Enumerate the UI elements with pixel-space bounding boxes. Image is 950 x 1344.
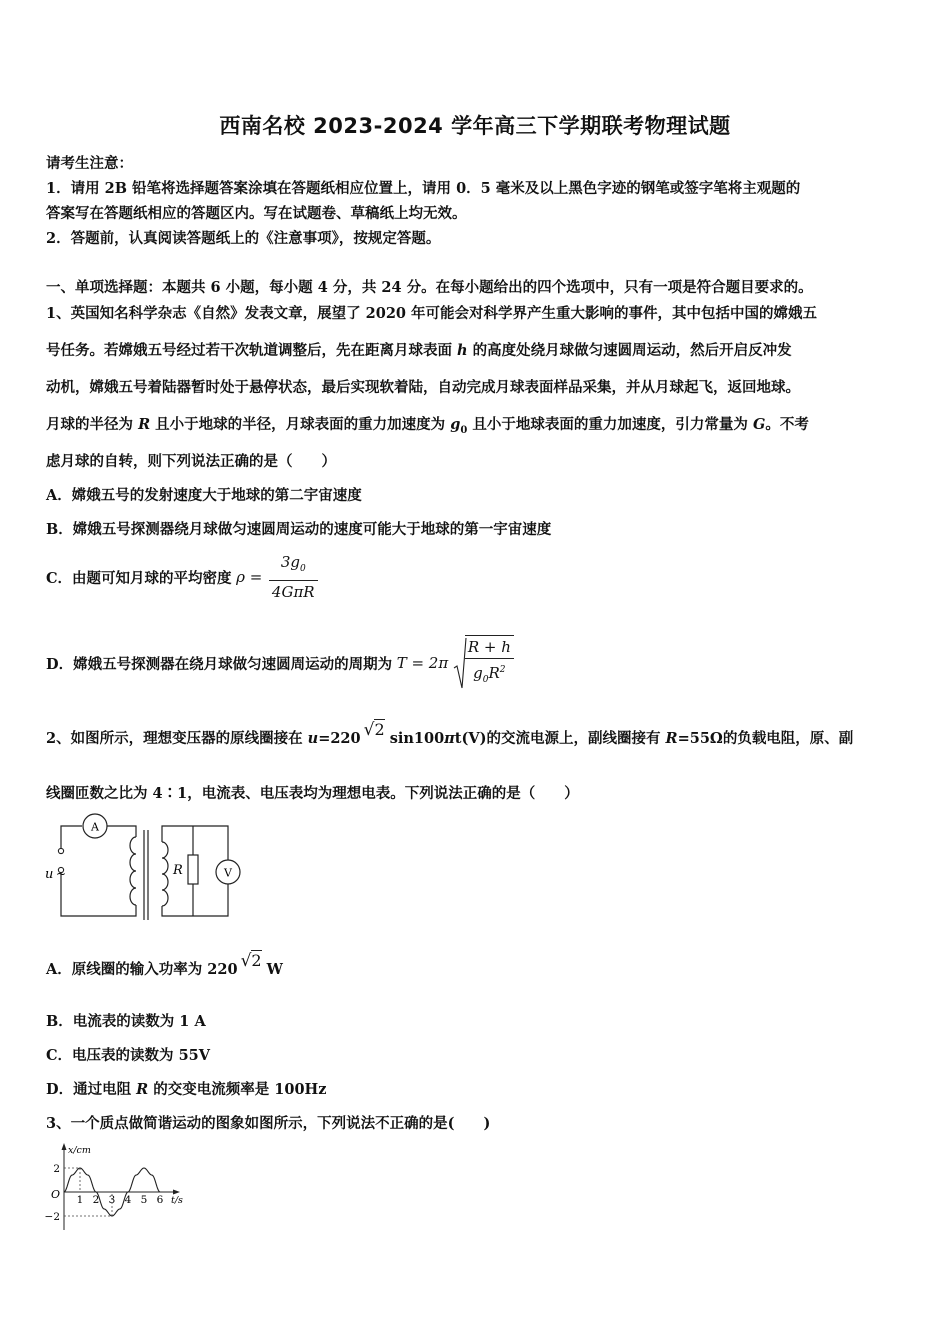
q2-line-1-b: =220	[318, 730, 361, 747]
y-axis-arrow-icon	[62, 1143, 67, 1150]
q2-sqrt-2	[364, 720, 385, 740]
q2-line-1-a: 2、如图所示，理想变压器的原线圈接在	[46, 730, 308, 747]
q1-option-d	[46, 635, 514, 691]
q1-line-4-c: 且小于地球表面的重力加速度，引力常量为	[467, 416, 753, 433]
notice-item-2: 2．答题前，认真阅读答题纸上的《注意事项》，按规定答题。	[46, 230, 441, 247]
q1-line-1: 1、英国知名科学杂志《自然》发表文章，展望了 2020 年可能会对科学界产生重大影响的事件，其中包括中国的嫦娥五	[46, 305, 818, 322]
primary-coil-icon	[130, 837, 136, 905]
q2-line-1	[46, 720, 854, 748]
q1-option-b: B．嫦娥五号探测器绕月球做匀速圆周运动的速度可能大于地球的第一宇宙速度	[46, 521, 552, 538]
q2-line-1-c: sin100	[384, 730, 445, 747]
q1-var-h: h	[457, 342, 468, 359]
q3-line-1: 3、一个质点做简谐运动的图象如图所示，下列说法不正确的是( )	[46, 1115, 491, 1132]
x-axis-label: t/s	[171, 1195, 183, 1206]
origin-label: O	[51, 1188, 61, 1201]
x-tick-label: 1	[76, 1194, 84, 1206]
q2-option-a-sqrt-value: 2	[251, 951, 262, 970]
q1-option-c-rho: ρ =	[236, 568, 263, 586]
q2-var-R: R	[665, 730, 678, 747]
q1-option-d-fraction	[465, 635, 514, 691]
q1-option-a: A．嫦娥五号的发射速度大于地球的第二宇宙速度	[46, 487, 362, 504]
q1-option-d-denominator	[465, 659, 514, 691]
q2-line-1-d: t(V)的交流电源上，副线圈接有	[454, 730, 666, 747]
voltmeter-label: V	[224, 866, 232, 880]
resistor-label: R	[173, 863, 183, 878]
y-tick-label: −2	[44, 1211, 60, 1223]
q1-option-d-den-g: g	[473, 664, 483, 682]
q1-option-c-denominator: 4GπR	[271, 583, 315, 601]
q1-line-2-a: 号任务。若嫦娥五号经过若干次轨道调整后，先在距离月球表面	[46, 342, 458, 359]
ammeter-label: A	[91, 820, 99, 834]
terminal-top-icon	[58, 848, 63, 853]
q2-option-b: B．电流表的读数为 1 A	[46, 1013, 206, 1030]
q1-option-d-T: T = 2π	[396, 654, 449, 672]
q2-var-u: u	[307, 730, 319, 747]
q2-option-a-unit: W	[261, 961, 283, 978]
q2-option-a-text: A．原线圈的输入功率为 220	[46, 961, 238, 978]
q1-option-c-fraction	[269, 551, 318, 603]
q2-line-2: 线圈匝数之比为 4∶1，电流表、电压表均为理想电表。下列说法正确的是（ ）	[46, 785, 579, 802]
q1-option-d-den-R: R	[488, 664, 500, 682]
q2-sqrt-2-value: 2	[374, 720, 385, 739]
q1-var-g: g	[450, 416, 461, 433]
sqrt-sign-icon: √	[240, 951, 252, 971]
q2-option-d-a: D．通过电阻	[46, 1081, 137, 1098]
primary-wire-top-left	[61, 826, 82, 848]
q2-option-a-sqrt	[241, 951, 262, 971]
q2-option-d-b: 的交变电流频率是 100Hz	[148, 1081, 327, 1098]
x-tick-label: 3	[108, 1194, 116, 1206]
notice-heading: 请考生注意：	[46, 155, 133, 172]
y-tick-label: 2	[53, 1163, 60, 1175]
q1-option-c-text: C．由题可知月球的平均密度	[46, 569, 232, 587]
x-tick-label: 5	[140, 1194, 148, 1206]
q1-line-3: 动机，嫦娥五号着陆器暂时处于悬停状态，最后实现软着陆，自动完成月球表面样品采集，并从月球起飞，返回地球。	[46, 379, 800, 396]
q1-var-G: G	[752, 416, 766, 433]
primary-wire-bottom	[61, 872, 136, 916]
q1-var-R: R	[138, 416, 151, 433]
sqrt-sign-icon: √	[363, 720, 375, 740]
q2-var-pi: π	[444, 730, 455, 747]
q1-line-4-d: 。不考	[765, 416, 809, 433]
q2-transformer-circuit	[40, 812, 250, 922]
q2-option-a	[46, 951, 283, 979]
q1-option-d-den-sub: 0	[482, 675, 489, 685]
x-tick-label: 4	[124, 1194, 132, 1206]
x-tick-label: 6	[156, 1194, 164, 1206]
primary-wire-top-right	[107, 826, 136, 837]
q1-line-4	[46, 413, 809, 436]
q1-line-2-b: 的高度处绕月球做匀速圆周运动，然后开启反冲发	[467, 342, 792, 359]
q2-line-1-e: =55Ω的负载电阻，原、副	[677, 730, 854, 747]
y-axis-label: x/cm	[68, 1145, 91, 1156]
q1-line-5: 虑月球的自转，则下列说法正确的是（ ）	[46, 453, 336, 470]
notice-item-1-line-2: 答案写在答题纸相应的答题区内。写在试题卷、草稿纸上均无效。	[46, 205, 467, 222]
secondary-wire-bottom	[162, 884, 228, 916]
q1-line-4-b: 且小于地球的半径，月球表面的重力加速度为	[150, 416, 451, 433]
q1-option-d-numerator: R + h	[465, 636, 514, 659]
q2-option-d	[46, 1078, 326, 1099]
exam-title: 西南名校 2023-2024 学年高三下学期联考物理试题	[219, 114, 731, 138]
q1-option-c-num-text: 3g	[280, 553, 300, 571]
source-label: u	[45, 867, 54, 882]
q1-option-c	[46, 551, 318, 603]
q1-var-g-sub: 0	[460, 424, 468, 436]
q2-option-d-var-R: R	[136, 1081, 149, 1098]
q1-option-c-numerator	[269, 551, 318, 581]
section-1-heading: 一、单项选择题：本题共 6 小题，每小题 4 分，共 24 分。在每小题给出的四个选项中，只有一项是符合题目要求的。	[46, 279, 813, 296]
q1-option-d-text: D．嫦娥五号探测器在绕月球做匀速圆周运动的周期为	[46, 655, 393, 673]
q3-shm-chart	[40, 1140, 200, 1236]
x-tick-label: 2	[92, 1194, 100, 1206]
tick-group	[45, 1163, 164, 1223]
source-tilde: ~	[56, 867, 67, 881]
q1-option-d-den-exp: 2	[499, 665, 506, 675]
resistor-icon	[188, 855, 198, 884]
q1-line-4-a: 月球的半径为	[46, 416, 139, 433]
q2-option-c: C．电压表的读数为 55V	[46, 1047, 211, 1064]
x-axis-arrow-icon	[173, 1190, 180, 1195]
notice-item-1-line-1: 1．请用 2B 铅笔将选择题答案涂填在答题纸相应位置上，请用 0．5 毫米及以上黑色字迹的钢笔或签字笔将主观题的	[46, 180, 801, 197]
q1-option-c-num-sub: 0	[299, 564, 306, 574]
q1-line-2	[46, 339, 792, 360]
secondary-coil-icon	[162, 842, 168, 906]
q1-option-d-sqrt	[453, 635, 514, 691]
